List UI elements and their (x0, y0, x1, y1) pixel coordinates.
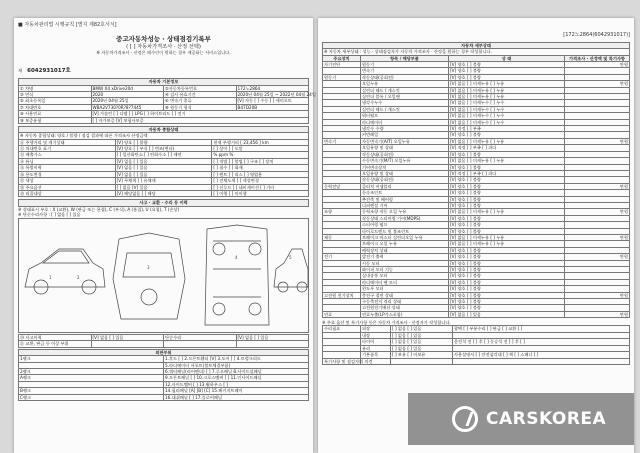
detail-band: 자동차 세부상태 (323, 43, 630, 49)
parts-rank: 2랭크 (19, 368, 164, 374)
basic-label: ① 차명 (19, 85, 92, 91)
status-value: [V] 해당없음 [ ] 해당 (115, 190, 212, 196)
detail-status: [V] 없음 [ ] 미세누유 [ ] 누유 (449, 234, 565, 240)
status-value: % ppm % (212, 152, 309, 158)
detail-price: 만원 (565, 81, 630, 87)
accident-band: 사고 · 교환 · 수리 등 이력 (18, 199, 309, 206)
status-value: [ ] 렌트 [ ] 리스 [ ] 영업용 (212, 171, 309, 177)
basic-label: ⑥ 변속기 종류 (164, 98, 237, 104)
detail-item: 오일누유 (361, 81, 449, 87)
detail-status: [V] 없음 [ ] 미세누유 [ ] 누유 (449, 241, 565, 247)
history-row (19, 341, 309, 347)
detail-note: ※ 자동차 세부상태 : 성능 · 상태점검자가 자동차 가격조사 · 산정을 원하는 경우 작성합니다. (323, 49, 630, 55)
detail-status: [V] 양호 [ ] 불량 (449, 183, 565, 189)
detail-price: 만원 (565, 254, 630, 260)
detail-col-header: 항목 / 해당부품 (361, 55, 449, 61)
accident-note-2: ※ 단순수리사항 : [ ] 없음 [ ] 있음 (18, 211, 81, 217)
repair-cell: 유리 (361, 345, 391, 351)
status-value: [V] 없음 [ ] 있음 (115, 165, 212, 171)
detail-item: 실린더 헤드 / 개스킷 (361, 87, 449, 93)
status-value: [ ] 선루프 [ ] 네비게이션 [ ] 기타 (212, 184, 309, 190)
svg-text:5: 5 (289, 254, 292, 260)
repair-cell: 운전석 전 [ ] 후 [ ] 동승석 전 [ ] 후 [ ] (453, 339, 630, 345)
detail-item: 고전원전기배선 상태 (361, 305, 449, 311)
parts-items: 5.라디에이터 서포트(볼트체결부품) (164, 362, 309, 368)
basic-value: [ ] 자가보증 [V] 보험사보증 (91, 117, 309, 123)
document-title: 중고자동차성능 · 상태점검기록부 (116, 35, 211, 43)
price-note: ※ 자동차 종합상태: 양호 / 불량 / 점검 결과에 따른 가격조사 산정금액 (19, 133, 309, 139)
car-diagram (18, 218, 309, 333)
repair-cell: 수리필요 (323, 326, 361, 332)
detail-device: 제동 (323, 234, 361, 240)
repair-cell: 내장 (361, 332, 391, 338)
basic-label: ⑨ 사용연료 (19, 111, 92, 117)
history-cell: [V] 없음 [ ] 있음 (91, 334, 164, 340)
detail-status: [V] 양호 [ ] 불량 (449, 202, 565, 208)
detail-device: 고전원 전기장치 (323, 292, 361, 298)
detail-item: 작동상태(공회전) (361, 74, 449, 80)
status-label: ⑮ 특별이력 (19, 165, 116, 171)
parts-rank: B랭크 (19, 388, 164, 394)
detail-item: 시동 모터 (361, 260, 449, 266)
basic-value: [V] 가솔린 [ ] 디젤 [ ] LPG [ ] 하이브리드 [ ] 전기 (91, 111, 309, 117)
detail-device: 연료 (323, 311, 361, 317)
detail-item: 라디에이터 (361, 119, 449, 125)
detail-status: [V] 없음 [ ] 미세누수 [ ] 누수 (449, 113, 565, 119)
parts-items: 12.사이드멤버 [ ] 13.휠하우스 [ ] (164, 381, 309, 387)
status-value: [ ] 없음 [V] 있음 (115, 184, 212, 190)
status-value: [V] 없음 [ ] 있음 (115, 171, 212, 177)
detail-status: [V] 양호 [ ] 불량 (449, 286, 565, 292)
status-value: [ ] 적법 [ ] 불법 [ ] 구조 [ ] 장치 (212, 158, 309, 164)
parts-rank: 1랭크 (19, 356, 164, 362)
detail-status: [V] 없음 [ ] 미세누유 [ ] 누유 (449, 209, 565, 215)
detail-device: 원동기 (323, 74, 361, 80)
repair-cell: 특기사항 및 점검자의 의견 (324, 358, 373, 364)
basic-value: 2020 (91, 92, 164, 98)
detail-item: 동력조향 작동 오일 누유 (361, 209, 449, 215)
detail-item: 수동변속기(M/T) 오일누유 (361, 158, 449, 164)
basic-row (19, 117, 309, 123)
basic-label: ②자동차등록번호 (164, 85, 237, 91)
carskorea-watermark (408, 393, 634, 445)
basic-value: B47D20B (236, 104, 309, 110)
detail-item: 작동상태(공회전) (361, 151, 449, 157)
basic-label: ⑤ 최초등록일 (19, 98, 92, 104)
parts-items: 1.후드 [ ] 2.프론트휀더 [V] 3.도어 [ ] 4.트렁크리드 (164, 356, 309, 362)
status-value: [V] 양호 [ ] 부식 [ ] 변조(변타) (115, 146, 212, 152)
carskorea-logo-icon (452, 406, 478, 432)
detail-item: 구동축전지 격리 상태 (361, 299, 449, 305)
status-value: [V] 무채색 [ ] 유채색 (115, 178, 212, 184)
detail-status: [V] 적정 [ ] 부족 [ ] 과다 (449, 145, 565, 151)
basic-label: ④ 검사 유효기간 (164, 92, 237, 98)
status-label: ⑰ 색상 (19, 178, 116, 184)
detail-item: 원동기 (361, 62, 449, 68)
parts-row (19, 394, 309, 400)
parts-rank: C랭크 (19, 394, 164, 400)
basic-value: 172노2864 (236, 85, 309, 91)
detail-item: 실린더 헤드 / 개스킷 (361, 106, 449, 112)
detail-item: 커먼레일 (361, 132, 449, 138)
detail-status: [V] 양호 [ ] 불량 (449, 305, 565, 311)
basic-label: ⑧ 원동기 형식 (164, 104, 237, 110)
repair-row (323, 358, 630, 364)
svg-text:4: 4 (235, 254, 238, 260)
parts-items: 16.대쉬패널 [ ] 17.플로어패널 (164, 394, 309, 400)
history-cell (91, 341, 164, 347)
detail-status: [V] 없음 [ ] 미세누수 [ ] 누수 (449, 106, 565, 112)
repair-cell (453, 358, 630, 364)
detail-price: 만원 (565, 138, 630, 144)
basic-value: WBA2V730?0R?8?7445 (91, 104, 164, 110)
detail-status: [V] 양호 [ ] 불량 (449, 267, 565, 273)
history-table (18, 334, 309, 348)
detail-status: [V] 양호 [ ] 불량 (449, 68, 565, 74)
status-row (19, 190, 309, 196)
header-right: [172노2864(6042931017)] (563, 32, 630, 38)
detail-price: 만원 (565, 62, 630, 68)
detail-status: [V] 양호 [ ] 불량 (449, 190, 565, 196)
detail-col-header: 가격조사 · 산정액 및 특기사항 (565, 55, 630, 61)
repair-cell (391, 358, 453, 364)
detail-item: 추진축 및 베어링 (361, 196, 449, 202)
detail-status: [V] 양호 [ ] 불량 (449, 62, 565, 68)
repair-cell: [ ] 없음 [ ] 있음 (391, 326, 453, 332)
title-notice: ※ 자동차가격조사 · 산정은 매수인이 원하는 경우 제공하는 서비스입니다. (96, 50, 231, 55)
detail-item: 스티어링 펌프 (361, 222, 449, 228)
detail-status: [V] 적정 [ ] 부족 [ ] 과다 (449, 170, 565, 176)
basic-value: BMW X4 xDrive20d (91, 85, 164, 91)
detail-price: 만원 (565, 311, 630, 317)
detail-item: 자동변속기(A/T) 오일누유 (361, 138, 449, 144)
detail-status: [V] 양호 [ ] 불량 (449, 151, 565, 157)
detail-device: 조향 (323, 209, 361, 215)
status-value: [ ] 상이 [ ] 도말 (212, 146, 309, 152)
detail-status: [V] 양호 [ ] 불량 (449, 164, 565, 170)
detail-item: 실린더 블록 / 오일팬 (361, 94, 449, 100)
detail-status: [V] 양호 [ ] 불량 (449, 177, 565, 183)
detail-status: [V] 양호 [ ] 불량 (449, 279, 565, 285)
basic-value: 2020년 04월 25일 (91, 98, 164, 104)
repair-cell: [ ] 보유 [ ] 미보유 (391, 352, 453, 358)
detail-status: [V] 없음 [ ] 미세누수 [ ] 누수 (449, 119, 565, 125)
detail-item: 와이퍼 모터 기능 (361, 267, 449, 273)
svg-text:2: 2 (77, 274, 80, 280)
detail-item: 워터펌프 (361, 113, 449, 119)
detail-status: [V] 양호 [ ] 불량 (449, 299, 565, 305)
detail-item: 변속기 (361, 68, 449, 74)
price-band: 자동차 종합상태 (19, 127, 309, 133)
detail-item: 라디에이터 팬 모터 (361, 279, 449, 285)
history-cell: ⑳ 사고이력 (19, 334, 92, 340)
svg-text:1: 1 (49, 274, 52, 280)
basic-label: ⑦ 차대번호 (19, 104, 92, 110)
status-value: [ ] 침수 [ ] 화재 (212, 165, 309, 171)
left-page (14, 18, 316, 453)
detail-status: [V] 양호 [ ] 불량 (449, 260, 565, 266)
detail-item: 실내송풍 모터 (361, 273, 449, 279)
detail-device: 전기 (323, 254, 361, 260)
parts-rank: A랭크 (19, 375, 164, 381)
detail-item: 오일유량 및 상태 (361, 145, 449, 151)
status-label: ⑫ 차대번호 표기 (19, 146, 116, 152)
detail-status: [V] 양호 [ ] 불량 (449, 222, 565, 228)
detail-status: [V] 양호 [ ] 불량 (449, 292, 565, 298)
detail-item: 작동상태(공회전) (361, 177, 449, 183)
detail-item: 디퍼렌셜 기어 (361, 202, 449, 208)
detail-status: [V] 양호 [ ] 불량 (449, 247, 565, 253)
detail-device: 자기진단 (323, 62, 361, 68)
doc-number: 6042931017호 (27, 68, 71, 75)
status-value: [V] 양호 [ ] 불량 (115, 139, 212, 145)
detail-status: [V] 양호 [ ] 불량 (449, 228, 565, 234)
basic-value: [V] 자동 [ ] 수동 [ ] 세미오토 (236, 98, 309, 104)
detail-item: 오일유량 및 상태 (361, 170, 449, 176)
bottom-note: ※ 주요 옵션 및 특기사항 등은 자동차 가격조사 · 산정자가 작성합니다. (322, 320, 451, 326)
detail-status: [V] 양호 [ ] 불량 (449, 132, 565, 138)
basic-value: 2020년 04월 25일 ~ 2022년 04월 24일 (237, 92, 316, 98)
history-cell: [V] 없음 [ ] 있음 (236, 334, 309, 340)
detail-status: [V] 양호 [ ] 불량 (449, 196, 565, 202)
detail-price: 만원 (565, 292, 630, 298)
car-outline-icon (19, 219, 310, 332)
parts-items: 6.쿼터패널(리어펜더) [ ] 7.루프패널 8.사이드실패널 (164, 368, 309, 374)
status-table (18, 126, 309, 197)
history-cell: ㉑ 교환, 판금 등 이상 부위 (19, 341, 92, 347)
detail-row (323, 311, 630, 317)
status-label: ⑯ 용도변경 (19, 171, 116, 177)
detail-item: 작동상태 스티어링 기어(MDPS) (361, 215, 449, 221)
detail-col-header: 주요장치 (323, 55, 361, 61)
detail-status: [V] 없음 [ ] 미세누유 [ ] 누유 (449, 87, 565, 93)
status-label: ⑪ 주행거리 및 계기상태 (19, 139, 116, 145)
status-value: [V] 없음 [ ] 있음 (115, 158, 212, 164)
repair-cell: [ ] 없음 [ ] 있음 (391, 332, 453, 338)
detail-status: [V] 없음 [ ] 미세누유 [ ] 누유 (449, 138, 565, 144)
detail-item: 연료누출(LP가스포함) (361, 311, 449, 317)
detail-col-header: 상 태 (449, 55, 565, 61)
detail-item: 클러치 어셈블리 (361, 183, 449, 189)
parts-items: 14.필러패널 [A] [B] [C] 15.패키지트레이 (164, 388, 309, 394)
detail-item: 브레이크 마스터 실린더오일 누유 (361, 234, 449, 240)
status-label: ⑬ 배출가스 (19, 152, 116, 158)
detail-item: 타이로드엔드 및 볼조인트 (361, 228, 449, 234)
detail-item: 배력장치 상태 (361, 247, 449, 253)
detail-item: 윈도우 모터 (361, 286, 449, 292)
repair-cell: 기본품목 (361, 352, 391, 358)
detail-status: [V] 적정 [ ] 부족 (449, 126, 565, 132)
status-label: ⑲ 리콜대상 (19, 190, 116, 196)
detail-status: [V] 양호 [ ] 불량 (449, 254, 565, 260)
status-value: [ ] 이행 [ ] 미이행 (212, 190, 309, 196)
detail-item: 발전기 출력 (361, 254, 449, 260)
history-cell (164, 341, 237, 347)
carskorea-logo-text: CARSKOREA (486, 409, 607, 429)
detail-status: [V] 양호 [ ] 불량 (449, 273, 565, 279)
status-value: 현재 주행거리 [ 23,456 ] km (212, 139, 309, 145)
repair-cell: 광택 [ ] 부분수리 [ ] 판금 [ ] 교환 [ ] (453, 326, 630, 332)
detail-status: [V] 없음 [ ] 미세누유 [ ] 누유 (449, 158, 565, 164)
status-value: [ ] 일산화탄소 [ ] 탄화수소 [ ] 매연 (115, 152, 212, 158)
detail-price: 만원 (565, 183, 630, 189)
detail-item: 충전구 절연 상태 (361, 292, 449, 298)
status-label: ⑱ 주요옵션 (19, 184, 116, 190)
status-value: [ ] 전체도색 [ ] 색상변경 (212, 178, 309, 184)
basic-label: ③ 연식 (19, 92, 92, 98)
history-cell: 단순수리 (164, 334, 237, 340)
detail-status: [V] 없음 [ ] 미세누유 [ ] 누유 (449, 81, 565, 87)
detail-status: [V] 없음 [ ] 미세누유 [ ] 누유 (449, 94, 565, 100)
document-subtitle: ( [ ] 자동차가격조사 · 산정 선택) (126, 44, 201, 50)
svg-text:3: 3 (147, 264, 150, 270)
detail-device: 동력전달 (323, 183, 361, 189)
detail-status: [V] 양호 [ ] 불량 (449, 215, 565, 221)
history-cell (236, 341, 309, 347)
repair-cell: [ ] 없음 [ ] 있음 (391, 345, 453, 351)
detail-status: [V] 없음 [ ] 미세누수 [ ] 누수 (449, 100, 565, 106)
detail-table (322, 42, 630, 318)
accident-note: ※ 상태표시 부호 : X (교환), W (판금 또는 용접), C (부식), A (흠집), U (요철), T (손상) (18, 206, 180, 212)
detail-status: [V] 없음 [ ] 있음 (449, 311, 565, 317)
basic-band: 자동차 기본정보 (19, 79, 309, 85)
detail-item: 등속조인트 (361, 190, 449, 196)
detail-item: 냉각수누수 (361, 100, 449, 106)
detail-item: 냉각수 수량 (361, 126, 449, 132)
status-label: ⑭ 튜닝 (19, 158, 116, 164)
detail-item: 브레이크 오일 누유 (361, 241, 449, 247)
repair-cell: 외장 (361, 326, 391, 332)
detail-status: [V] 양호 [ ] 불량 (449, 74, 565, 80)
parts-band: 외판부위 (19, 349, 309, 355)
detail-device: 변속기 (323, 138, 361, 144)
repair-cell: [ ] 없음 [ ] 있음 (391, 339, 453, 345)
parts-table (18, 349, 309, 401)
detail-item: 기어변속장치 (361, 164, 449, 170)
repair-cell: 타이어 (361, 339, 391, 345)
header-left: ■ 자동차관리법 시행규칙 [별지 제82호서식] (18, 22, 117, 28)
repair-cell: 사용설명서 [ ] 안전삼각대 [ ] 잭 [ ] 스패너 [ ] (453, 352, 630, 358)
basic-label: ⑩ 보증유형 (19, 117, 92, 123)
right-page (318, 18, 634, 453)
repair-table (322, 325, 630, 364)
detail-price: 만원 (565, 234, 630, 240)
number-label: 제 (18, 68, 23, 74)
basic-info-table (18, 78, 316, 124)
parts-items: 9.프론트패널 [ ] 10.크로스멤버 [ ] 11.인사이드패널 (164, 375, 309, 381)
detail-price: 만원 (565, 209, 630, 215)
